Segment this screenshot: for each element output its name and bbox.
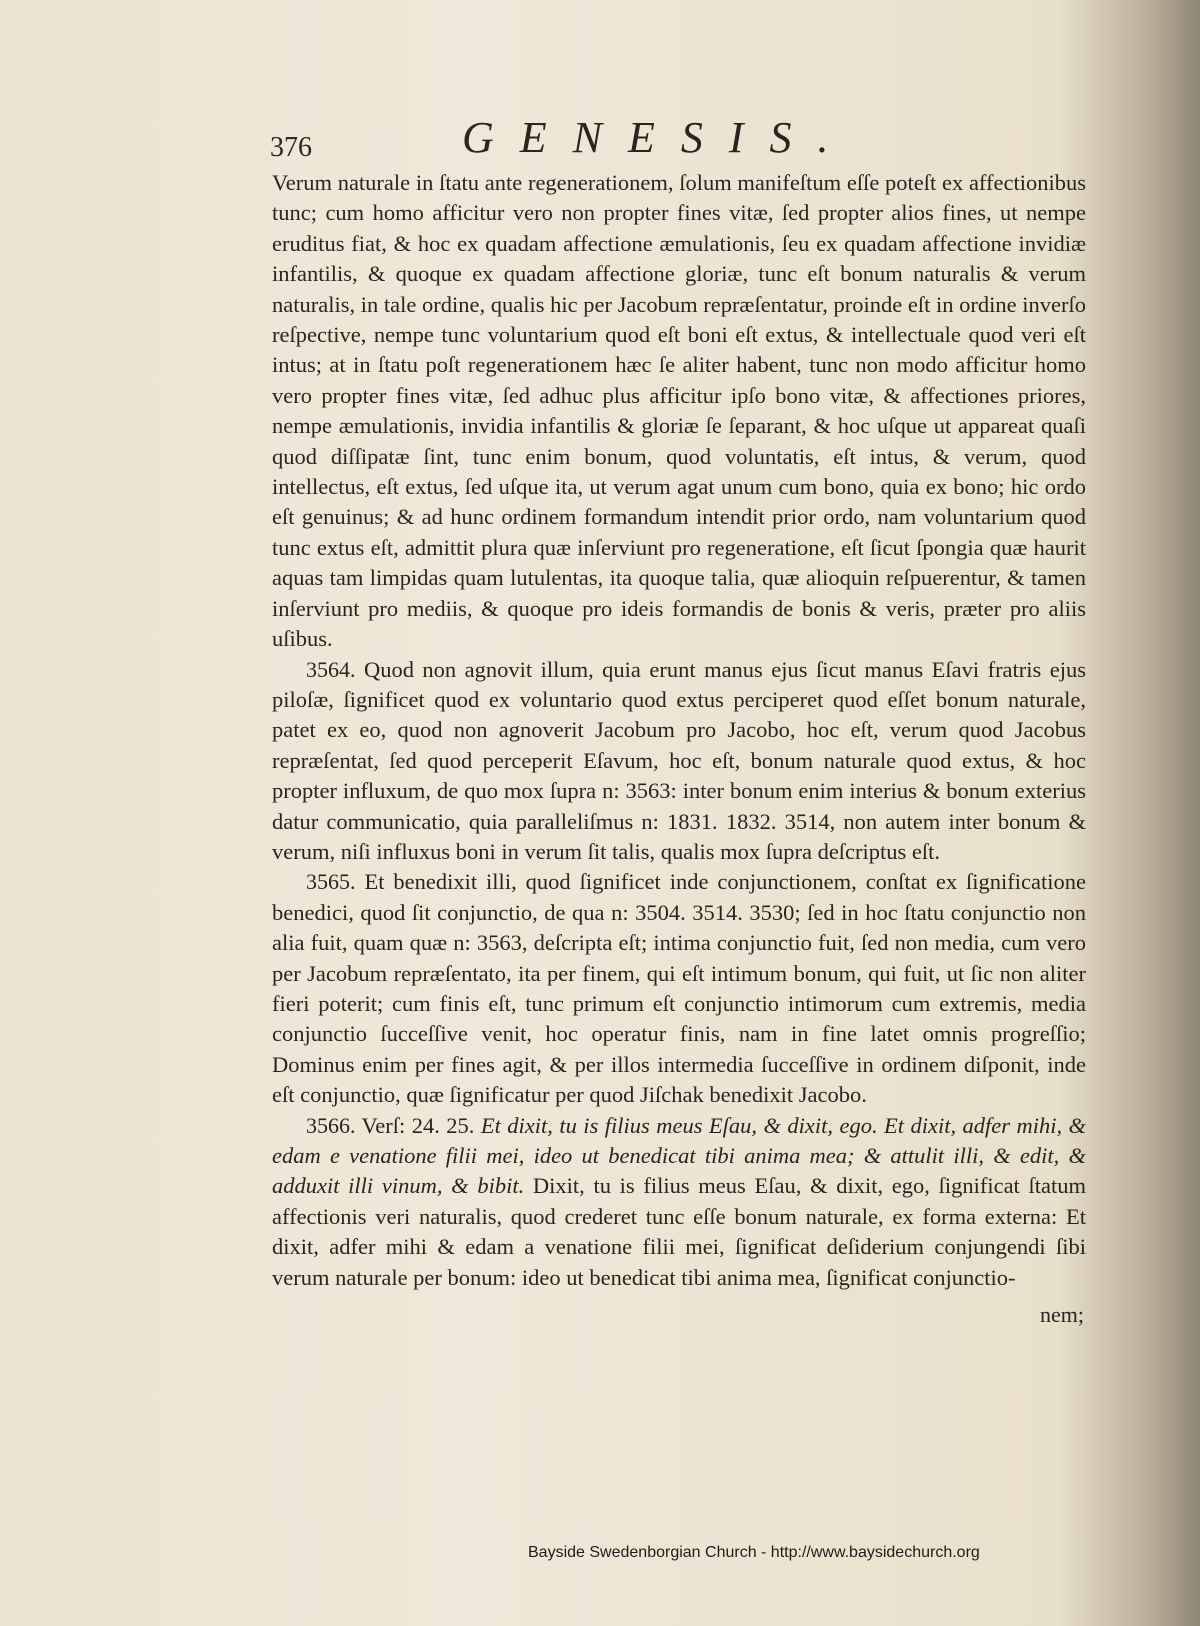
- footer-watermark: Bayside Swedenborgian Church - http://www.baysidechurch.org: [528, 1544, 980, 1561]
- paragraph-3566: [272, 1111, 1086, 1293]
- paragraph-continuation: [272, 168, 1086, 655]
- paragraph-text: Verum naturale in ſtatu ante regenerationem, ſolum manifeſtum eſſe poteſt ex affectionibus tunc; cum homo afficitur vero non propter fines vitæ, ſed propter alios fines, ut nempe eruditus fiat, & hoc ex quadam affectione æmulationis, ſeu ex quadam affectione invidiæ infantilis, & quoque ex quadam affectione gloriæ, tunc eſt bonum naturalis & verum naturalis, in tale ordine, qualis hic per Jacobum repræſentatur, proinde eſt in ordine inverſo reſpective, nempe tunc voluntarium quod eſt boni eſt extus, & intellectuale quod veri eſt intus; at in ſtatu poſt regenerationem hæc ſe aliter habent, tunc non modo afficitur homo vero propter fines vitæ, ſed adhuc plus afficitur ipſo bono vitæ, & affectiones priores, nempe æmulationis, invidia infantilis & gloriæ ſe ſeparant, & hoc uſque ut appareat quaſi quod diſſipatæ ſint, tunc enim bonum, quod voluntatis, eſt intus, & verum, quod intellectus, eſt extus, ſed uſque ita, ut verum agat unum cum bono, quia ex bono; hic ordo eſt genuinus; & ad hunc ordinem formandum intendit prior ordo, nam voluntarium quod tunc extus eſt, admittit plura quæ inſerviunt pro regeneratione, eſt ſicut ſpongia quæ haurit aquas tam limpidas quam lutulentas, ita quoque talia, quæ alioquin reſpuerentur, & tamen inſerviunt pro mediis, & quoque pro ideis formandis de bonis & veris, præter pro aliis uſibus.: [272, 170, 1086, 652]
- page-number: 376: [270, 132, 312, 163]
- page-header: [262, 108, 1092, 168]
- catchword: nem;: [1040, 1302, 1084, 1327]
- paragraph-number: 3566.: [306, 1112, 356, 1138]
- paragraph-number: 3564.: [306, 656, 356, 682]
- paragraph-text: Dixit, tu is filius meus Eſau, & dixit, ego, ſignificat ſtatum affectionis veri naturalis, quod crederet tunc eſſe bonum naturale, ex forma externa: Et dixit, adfer mihi & edam a venatione filii mei, ſignificat deſiderium conjungendi ſibi verum naturale per bonum: ideo ut benedicat tibi anima mea, ſignificat conjunctio-: [272, 1173, 1086, 1290]
- paragraph-3564: [272, 655, 1086, 868]
- scripture-quote: Et dixit, tu is filius meus Eſau, & dixit, ego. Et dixit, adfer mihi, & edam e venatione filii mei, ideo ut benedicat tibi anima mea; & attulit illi, & edit, & adduxit illi vinum, & bibit.: [272, 1112, 1087, 1199]
- body-text: [272, 168, 1086, 1293]
- verse-reference: Verſ: 24. 25.: [361, 1112, 475, 1138]
- paragraph-number: 3565.: [306, 869, 356, 895]
- paragraph-3565: [272, 867, 1086, 1110]
- paragraph-text: Et benedixit illi, quod ſignificet inde conjunctionem, conſtat ex ſignificatione benedici, quod ſit conjunctio, de qua n: 3504. 3514. 3530; ſed in hoc ſtatu conjunctio non alia fuit, quam quæ n: 3563, deſcripta eſt; intima conjunctio fuit, ſed non media, cum vero per Jacobum repræſentato, ita per finem, qui eſt intimum bonum, qui fuit, ut ſic non aliter fieri poterit; cum finis eſt, tunc primum eſt conjunctio intimorum cum extremis, media conjunctio ſucceſſive venit, hoc operatur finis, nam in fine latet omnis progreſſio; Dominus enim per fines agit, & per illos intermedia ſucceſſive in ordinem diſponit, inde eſt conjunctio, quæ ſignificatur per quod Jiſchak benedixit Jacobo.: [272, 869, 1087, 1108]
- paragraph-text: Quod non agnovit illum, quia erunt manus ejus ſicut manus Eſavi fratris ejus piloſæ, ſignificet quod ex voluntario quod extus perciperet quod eſſet bonum naturale, patet ex eo, quod non agnoverit Jacobum pro Jacobo, hoc eſt, verum quod Jacobus repræſentat, ſed quod perceperit Eſavum, hoc eſt, bonum naturale quod extus, & hoc propter influxum, de quo mox ſupra n: 3563: inter bonum enim interius & bonum exterius datur communicatio, quia paralleliſmus n: 1831. 1832. 3514, non autem inter bonum & verum, niſi influxus boni in verum ſit talis, qualis mox ſupra deſcriptus eſt.: [272, 656, 1087, 864]
- running-title: GENESIS.: [462, 113, 855, 162]
